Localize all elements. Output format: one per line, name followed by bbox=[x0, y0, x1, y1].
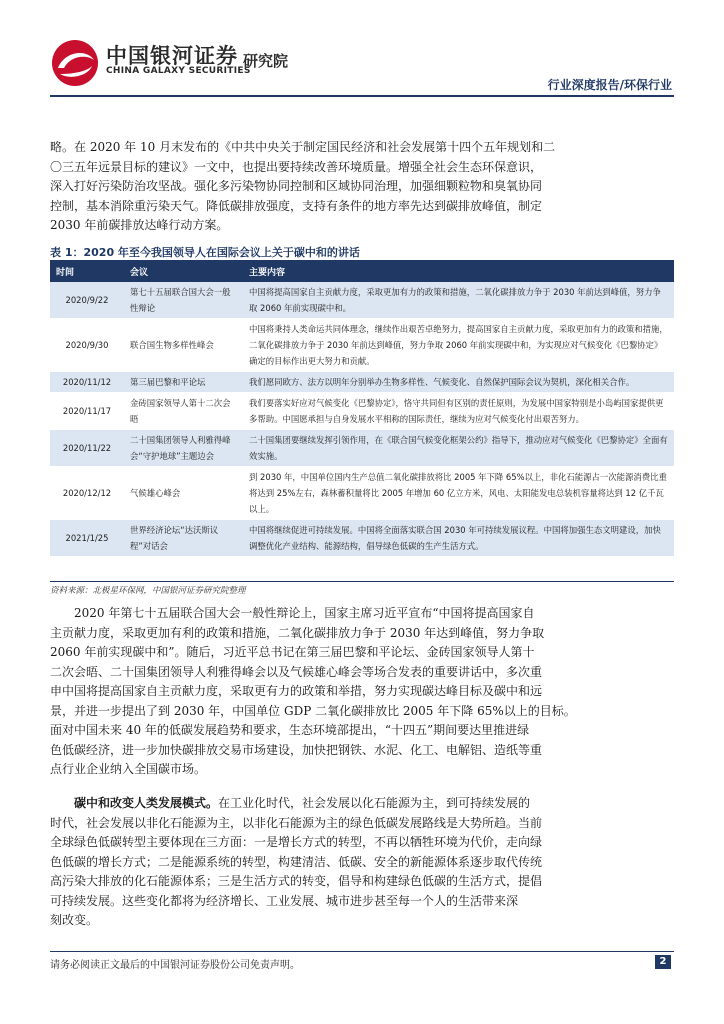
table-row bbox=[50, 467, 674, 520]
table-source: 资料来源：北极星环保网，中国银河证券研究院整理 bbox=[50, 586, 246, 596]
row-content: 我们愿同欧方、法方以明年分别举办生物多样性、气候变化、自然保护国际会议为契机，深化相关合作。 bbox=[243, 372, 674, 393]
page-number: 2 bbox=[655, 955, 671, 969]
row-content: 中国将提高国家自主贡献力度，采取更加有力的政策和措施，二氧化碳排放力争于 2030 年前达到峰值，努力争取 2060 年前实现碳中和。 bbox=[243, 282, 674, 319]
galaxy-logo-icon bbox=[50, 38, 100, 88]
text-line: 时代，社会发展以非化石能源为主，以非化石能源为主的绿色低碳发展路线是大势所趋。当前 bbox=[50, 815, 543, 830]
row-meeting: 二十国集团领导人利雅得峰会“守护地球”主题边会 bbox=[124, 430, 243, 467]
text-line: 申中国将提高国家自主贡献力度，采取更有力的政策和举措，努力实现碳达峰目标及碳中和远 bbox=[50, 684, 543, 698]
text-line: 色低碳的增长方式；二是能源系统的转型，构建清洁、低碳、安全的新能源体系逐步取代传统 bbox=[50, 854, 543, 869]
text-line: 略。在 2020 年 10 月末发布的《中共中央关于制定国民经济和社会发展第十四个五年规划和二 bbox=[50, 140, 556, 154]
row-date: 2020/9/30 bbox=[50, 319, 124, 372]
text-line: 深入打好污染防治攻坚战。强化多污染物协同控制和区域协同治理，加强细颗粒物和臭氧协同 bbox=[50, 179, 543, 193]
lead-sentence: 碳中和改变人类发展模式。 bbox=[74, 796, 219, 810]
table-row bbox=[50, 430, 674, 467]
table-row bbox=[50, 319, 674, 372]
text-line: 2060 年前实现碳中和”。随后，习近平总书记在第三届巴黎和平论坛、金砖国家领导人第十 bbox=[50, 645, 535, 659]
first-line-text: 在工业化时代，社会发展以化石能源为主，到可持续发展的 bbox=[218, 796, 531, 810]
source-rule bbox=[50, 581, 674, 582]
table-header-row bbox=[50, 260, 674, 282]
page-header bbox=[0, 0, 724, 98]
text-line: 高污染大排放的化石能源体系；三是生活方式的转变，倡导和构建绿色低碳的生活方式，提倡 bbox=[50, 874, 543, 888]
brand-name-en: CHINA GALAXY SECURITIES bbox=[106, 66, 251, 76]
text-line: 控制，基本消除重污染天气。降低碳排放强度，支持有条件的地方率先达到碳排放峰值，制定 bbox=[50, 198, 543, 213]
text-line: 点行业企业纳入全国碳市场。 bbox=[50, 762, 207, 776]
speech-table bbox=[50, 260, 674, 557]
report-type: 行业深度报告/环保行业 bbox=[547, 78, 672, 92]
header-content: 主要内容 bbox=[243, 260, 674, 282]
text-line: 可持续发展。这些变化都将为经济增长、工业发展、城市进步甚至每一个人的生活带来深 bbox=[50, 893, 519, 908]
header-date: 时间 bbox=[50, 260, 124, 282]
row-date: 2020/11/17 bbox=[50, 393, 124, 430]
row-meeting: 联合国生物多样性峰会 bbox=[124, 319, 243, 372]
paragraph-1 bbox=[50, 138, 674, 236]
text-line: 主贡献力度，采取更加有利的政策和措施，二氧化碳排放力争于 2030 年达到峰值，努力争取 bbox=[50, 625, 545, 640]
text-line: 刻改变。 bbox=[50, 913, 99, 927]
row-date: 2020/12/12 bbox=[50, 467, 124, 520]
table-row bbox=[50, 520, 674, 557]
row-meeting: 气候雄心峰会 bbox=[124, 467, 243, 520]
row-meeting: 第三届巴黎和平论坛 bbox=[124, 372, 243, 393]
text-line bbox=[50, 794, 674, 814]
row-content: 我们要落实好应对气候变化《巴黎协定》，恪守共同但有区别的责任原则，为发展中国家特别是小岛屿国家提供更多帮助。中国愿承担与自身发展水平相称的国际责任，继续为应对气候变化付出艰苦努力。 bbox=[243, 393, 674, 430]
table-row bbox=[50, 282, 674, 319]
row-date: 2020/9/22 bbox=[50, 282, 124, 319]
row-content: 中国将秉持人类命运共同体理念，继续作出艰苦卓绝努力，提高国家自主贡献力度，采取更加有力的政策和措施，二氧化碳排放力争于 2030 年前达到峰值，努力争取 2060 年前实现碳中和，为实现应对气候变化《巴黎协定》确定的目标作出更大努力和贡献。 bbox=[243, 319, 674, 372]
text-line: 2020 年第七十五届联合国大会一般性辩论上，国家主席习近平宣布“中国将提高国家自 bbox=[74, 606, 535, 620]
table-row bbox=[50, 393, 674, 430]
footer-disclaimer: 请务必阅读正文最后的中国银河证券股份公司免责声明。 bbox=[50, 960, 300, 971]
table-title: 表 1：2020 年至今我国领导人在国际会议上关于碳中和的讲话 bbox=[50, 246, 360, 259]
brand-institute: 研究院 bbox=[243, 52, 289, 70]
row-date: 2021/1/25 bbox=[50, 520, 124, 557]
text-line: 2030 年前碳排放达峰行动方案。 bbox=[50, 218, 229, 232]
brand-name-cn: 中国银河证券 bbox=[106, 44, 238, 68]
row-date: 2020/11/12 bbox=[50, 372, 124, 393]
text-line: 〇三五年远景目标的建议》一文中，也提出要持续改善环境质量。增强全社会生态环保意识， bbox=[50, 159, 543, 174]
text-line: 二次会晤、二十国集团领导人利雅得峰会以及气候雄心峰会等场合发表的重要讲话中，多次重 bbox=[50, 664, 543, 679]
row-content: 二十国集团要继续发挥引领作用，在《联合国气候变化框架公约》指导下，推动应对气候变化《巴黎协定》全面有效实施。 bbox=[243, 430, 674, 467]
paragraph-2 bbox=[50, 604, 674, 780]
footer-rule bbox=[50, 951, 674, 952]
row-meeting: 世界经济论坛“达沃斯议程”对话会 bbox=[124, 520, 243, 557]
row-content: 中国将继续促进可持续发展。中国将全面落实联合国 2030 年可持续发展议程。中国将加强生态文明建设，加快调整优化产业结构、能源结构，倡导绿色低碳的生产生活方式。 bbox=[243, 520, 674, 557]
table-row bbox=[50, 372, 674, 393]
text-line: 景，并进一步提出了到 2030 年，中国单位 GDP 二氧化碳排放比 2005 年下降 65%以上的目标。 bbox=[50, 703, 576, 718]
row-date: 2020/11/22 bbox=[50, 430, 124, 467]
text-line: 全球绿色低碳转型主要体现在三方面：一是增长方式的转型，不再以牺牲环境为代价，走向绿 bbox=[50, 835, 543, 849]
row-meeting: 第七十五届联合国大会一般性辩论 bbox=[124, 282, 243, 319]
row-content: 到 2030 年，中国单位国内生产总值二氧化碳排放将比 2005 年下降 65%以上，非化石能源占一次能源消费比重将达到 25%左右，森林蓄积量将比 2005 年增加 60 亿立方米，风电、太阳能发电总装机容量将达到 12 亿千瓦以上。 bbox=[243, 467, 674, 520]
row-meeting: 金砖国家领导人第十二次会晤 bbox=[124, 393, 243, 430]
header-meeting: 会议 bbox=[124, 260, 243, 282]
text-line: 面对中国未来 40 年的低碳发展趋势和要求，生态环境部提出，“十四五”期间要达里推进绿 bbox=[50, 723, 530, 737]
header-rule bbox=[50, 95, 674, 97]
paragraph-3 bbox=[50, 794, 674, 931]
text-line: 色低碳经济，进一步加快碳排放交易市场建设，加快把钢铁、水泥、化工、电解铝、造纸等重 bbox=[50, 742, 543, 757]
